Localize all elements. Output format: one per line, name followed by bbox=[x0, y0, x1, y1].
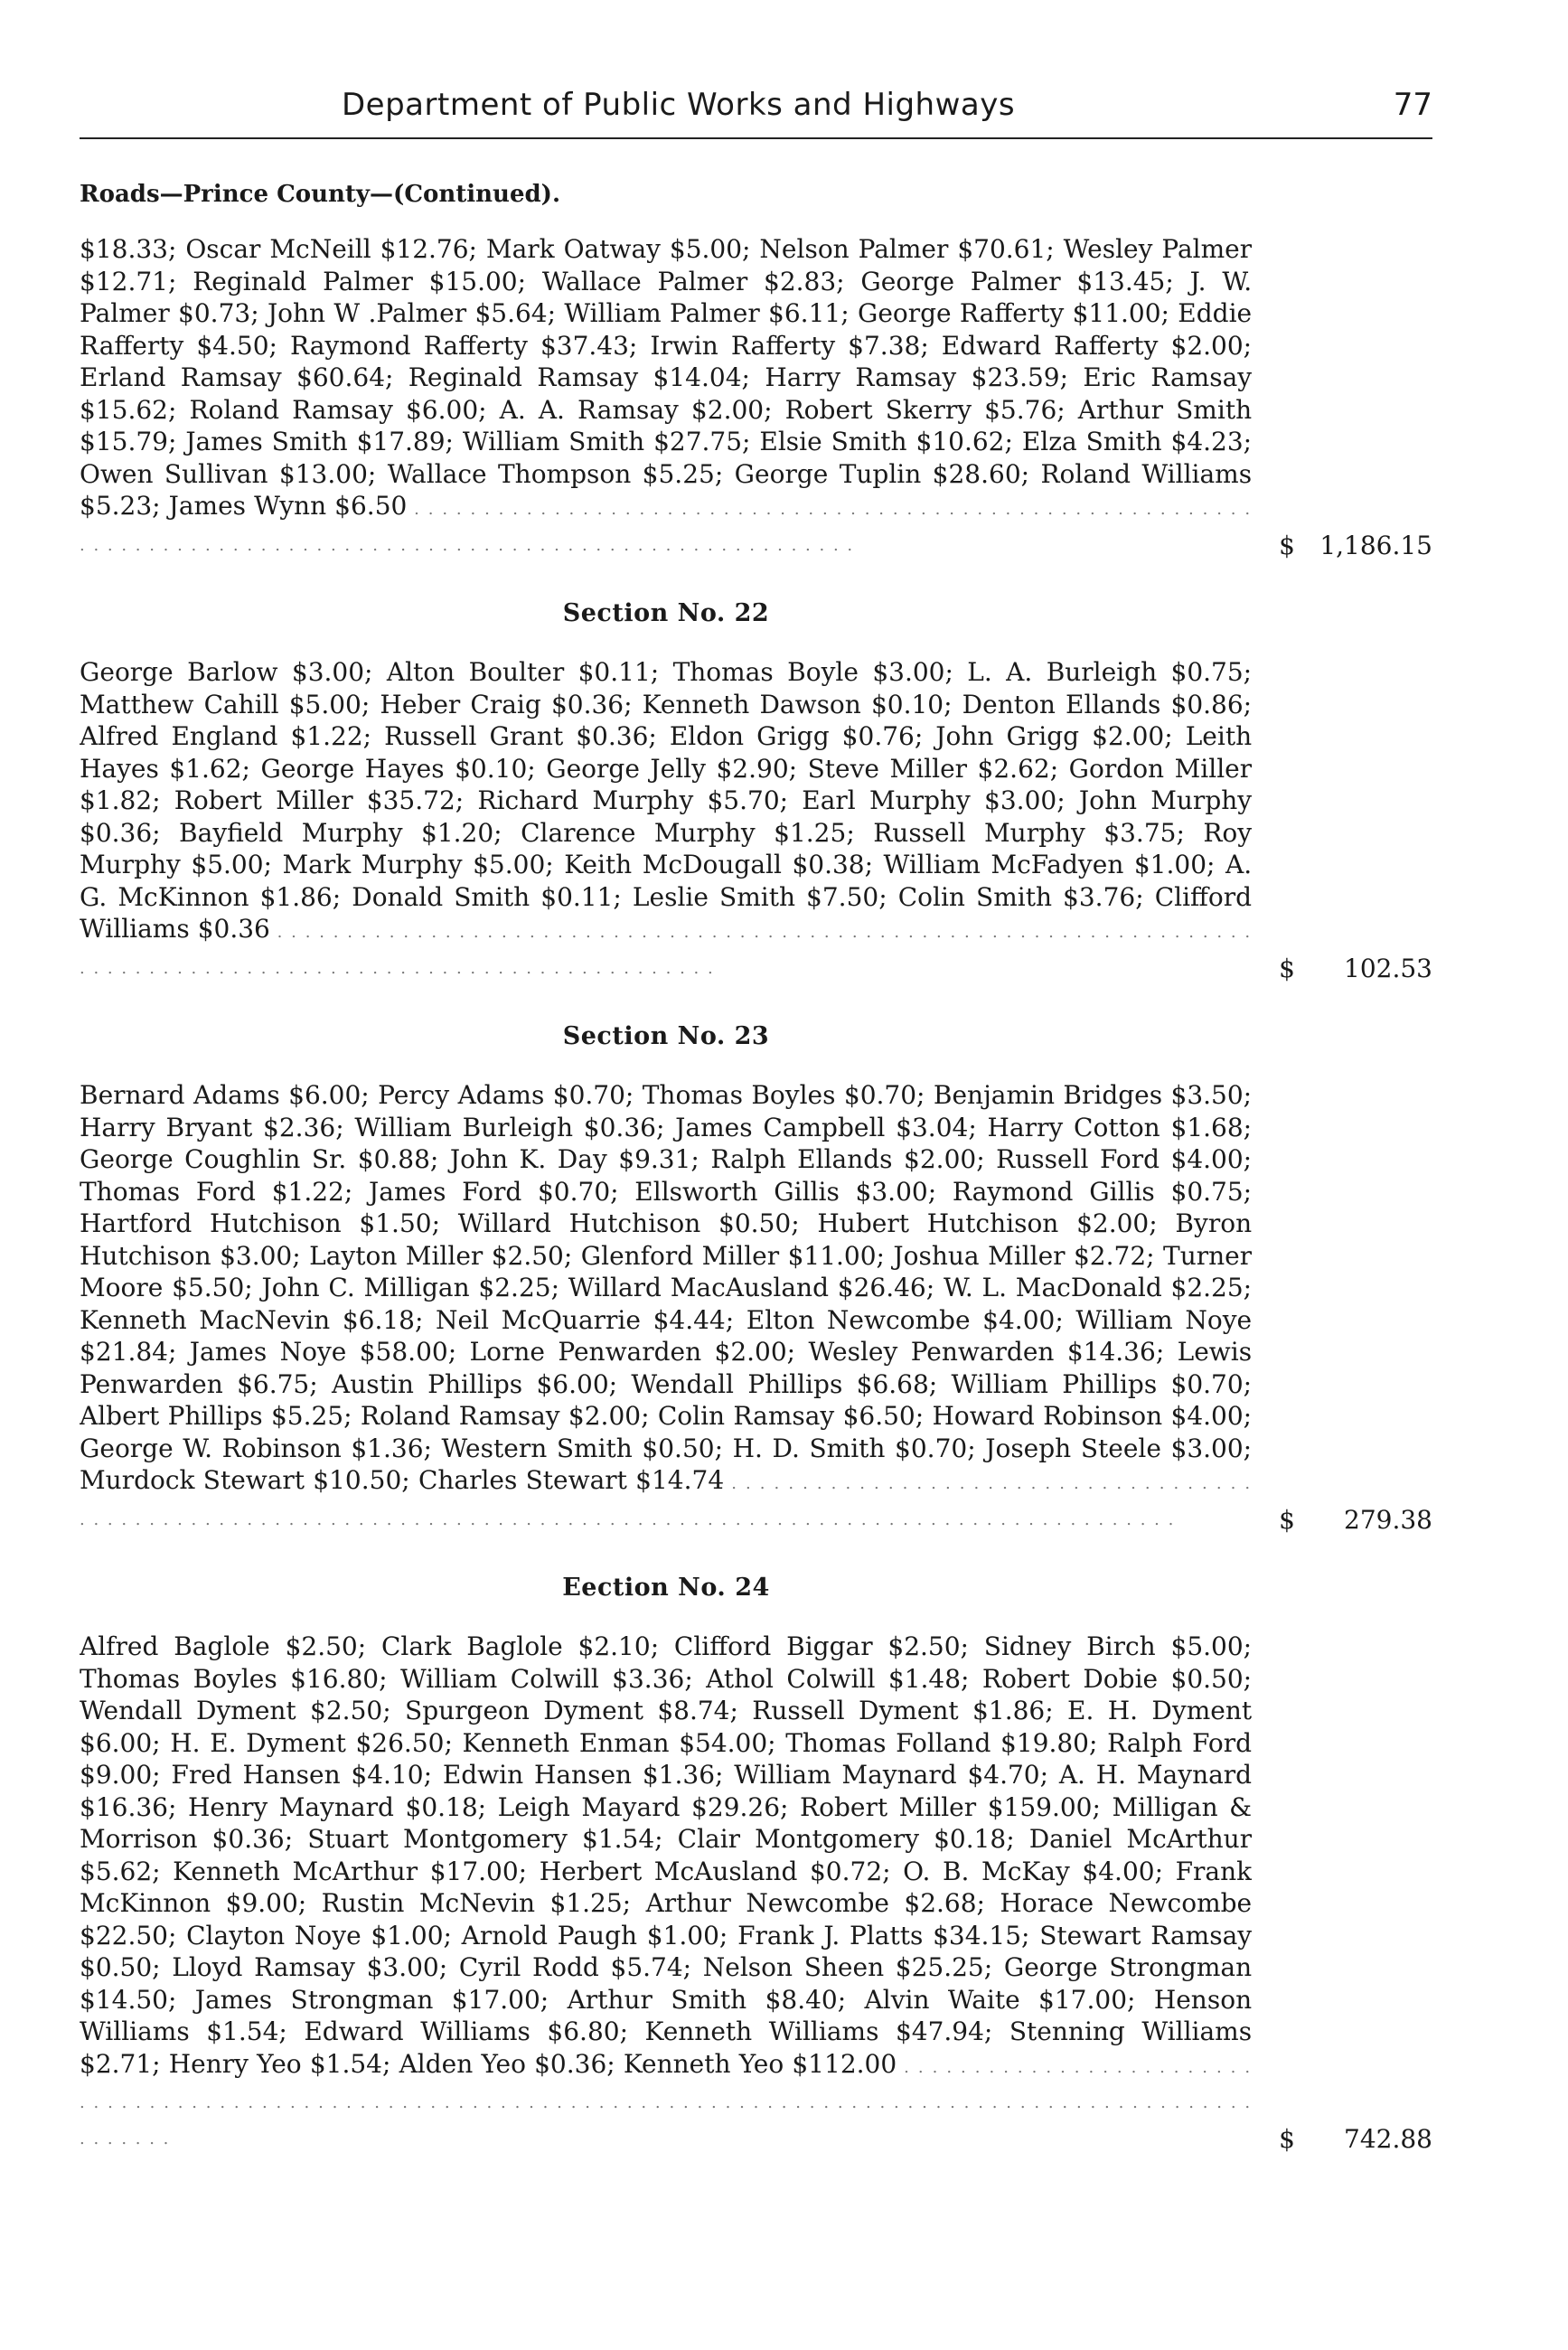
total-amount: 279.38 bbox=[1344, 1504, 1432, 1535]
section-heading: Section No. 23 bbox=[562, 1022, 770, 1050]
section-entry bbox=[80, 233, 1432, 561]
document-body bbox=[80, 181, 1432, 2155]
section-total bbox=[1279, 953, 1432, 985]
currency-symbol: $ bbox=[1279, 953, 1295, 983]
section-total bbox=[1279, 1504, 1432, 1537]
page-title: Department of Public Works and Highways bbox=[342, 87, 1016, 123]
currency-symbol: $ bbox=[1279, 2123, 1295, 2154]
currency-symbol: $ bbox=[1279, 1504, 1295, 1535]
section-entry bbox=[80, 1079, 1432, 1536]
section-total bbox=[1279, 530, 1432, 562]
section-entries-text: George Barlow $3.00; Alton Boulter $0.11; Thomas Boyle $3.00; L. A. Burleigh $0.75; Matthew Cahill $5.00; Heber Craig $0.36; Kenneth Dawson $0.10; Denton Ellands $0.86; Alfred England $1.22; Russell Grant $0.36; Eldon Grigg $0.76; John Grigg $2.00; Leith Hayes $1.62; George Hayes $0.10; George Jelly $2.90; Steve Miller $2.62; Gordon Miller $1.82; Robert Miller $35.72; Richard Murphy $5.70; Earl Murphy $3.00; John Murphy $0.36; Bayfield Murphy $1.20; Clarence Murphy $1.25; Russell Murphy $3.75; Roy Murphy $5.00; Mark Murphy $5.00; Keith McDougall $0.38; William McFadyen $1.00; A. G. McKinnon $1.86; Donald Smith $0.11; Leslie Smith $7.50; Colin Smith $3.76; Clifford Williams $0.36 . . . bbox=[80, 656, 1252, 984]
total-amount: 102.53 bbox=[1344, 953, 1432, 983]
section-continued bbox=[80, 233, 1432, 561]
total-amount: 1,186.15 bbox=[1319, 530, 1432, 560]
section-total bbox=[1279, 2123, 1432, 2156]
section-23 bbox=[80, 1022, 1432, 1536]
section-entries-text: Alfred Baglole $2.50; Clark Baglole $2.10; Clifford Biggar $2.50; Sidney Birch $5.00; Thomas Boyles $16.80; William Colwill $3.36; Athol Colwill $1.48; Robert Dobie $0.50; Wendall Dyment $2.50; Spurgeon Dyment $8.74; Russell Dyment $1.86; E. H. Dyment $6.00; H. E. Dyment $26.50; Kenneth Enman $54.00; Thomas Folland $19.80; Ralph Ford $9.00; Fred Hansen $4.10; Edwin Hansen $1.36; William Maynard $4.70; A. H. Maynard $16.36; Henry Maynard $0.18; Leigh Mayard $29.26; Robert Miller $159.00; Milligan & Morrison $0.36; Stuart Montgomery $1.54; Clair Montgomery $0.18; Daniel McArthur $5.62; Kenneth McArthur $17.00; Herbert McAusland $0.72; O. B. McKay $4.00; Frank McKinnon $9.00; Rustin McNevin $1.25; Arthur Newcombe $2.68; Horace Newcombe $22.50; Clayton Noye $1.00; Arnold Paugh $1.00; Frank J. Platts $34.15; Stewart Ramsay $0.50; Lloyd Ramsay $3.00; Cyril Rodd $5.74; Nelson Sheen $25.25; George Strongman $14.50; James Strongman $17.00; Arthur Smith $8.40; Alvin Waite $17.00; Henson Williams $1.54; Edward Williams $6.80; Kenneth Williams $47.94; Stenning Williams $2.71; Henry Yeo $1.54; Alden Yeo $0.36; Kenneth Yeo $112.00 . . . bbox=[80, 1631, 1252, 2155]
continued-heading: Roads—Prince County—(Continued). bbox=[80, 181, 561, 208]
section-24 bbox=[80, 1574, 1432, 2155]
section-22 bbox=[80, 599, 1432, 984]
currency-symbol: $ bbox=[1279, 530, 1295, 560]
section-entries-text: Bernard Adams $6.00; Percy Adams $0.70; Thomas Boyles $0.70; Benjamin Bridges $3.50; Harry Bryant $2.36; William Burleigh $0.36; James Campbell $3.04; Harry Cotton $1.68; George Coughlin Sr. $0.88; John K. Day $9.31; Ralph Ellands $2.00; Russell Ford $4.00; Thomas Ford $1.22; James Ford $0.70; Ellsworth Gillis $3.00; Raymond Gillis $0.75; Hartford Hutchison $1.50; Willard Hutchison $0.50; Hubert Hutchison $2.00; Byron Hutchison $3.00; Layton Miller $2.50; Glenford Miller $11.00; Joshua Miller $2.72; Turner Moore $5.50; John C. Milligan $2.25; Willard MacAusland $26.46; W. L. MacDonald $2.25; Kenneth MacNevin $6.18; Neil McQuarrie $4.44; Elton Newcombe $4.00; William Noye $21.84; James Noye $58.00; Lorne Penwarden $2.00; Wesley Penwarden $14.36; Lewis Penwarden $6.75; Austin Phillips $6.00; Wendall Phillips $6.68; William Phillips $0.70; Albert Phillips $5.25; Roland Ramsay $2.00; Colin Ramsay $6.50; Howard Robinson $4.00; George W. Robinson $1.36; Western Smith $0.50; H. D. Smith $0.70; Joseph Steele $3.00; Murdock Stewart $10.50; Charles Stewart $14.74 . . . bbox=[80, 1079, 1252, 1536]
section-entry bbox=[80, 1631, 1432, 2155]
total-amount: 742.88 bbox=[1344, 2123, 1432, 2154]
section-entry bbox=[80, 656, 1432, 984]
section-heading: Eection No. 24 bbox=[562, 1574, 770, 1602]
section-entries-text: $18.33; Oscar McNeill $12.76; Mark Oatway $5.00; Nelson Palmer $70.61; Wesley Palmer $12.71; Reginald Palmer $15.00; Wallace Palmer $2.83; George Palmer $13.45; J. W. Palmer $0.73; John W .Palmer $5.64; William Palmer $6.11; George Rafferty $11.00; Eddie Rafferty $4.50; Raymond Rafferty $37.43; Irwin Rafferty $7.38; Edward Rafferty $2.00; Erland Ramsay $60.64; Reginald Ramsay $14.04; Harry Ramsay $23.59; Eric Ramsay $15.62; Roland Ramsay $6.00; A. A. Ramsay $2.00; Robert Skerry $5.76; Arthur Smith $15.79; James Smith $17.89; William Smith $27.75; Elsie Smith $10.62; Elza Smith $4.23; Owen Sullivan $13.00; Wallace Thompson $5.25; George Tuplin $28.60; Roland Williams $5.23; James Wynn $6.50 . . . bbox=[80, 233, 1252, 561]
page-number: 77 bbox=[1393, 87, 1432, 123]
running-header bbox=[80, 87, 1432, 139]
section-heading: Section No. 22 bbox=[562, 599, 770, 627]
